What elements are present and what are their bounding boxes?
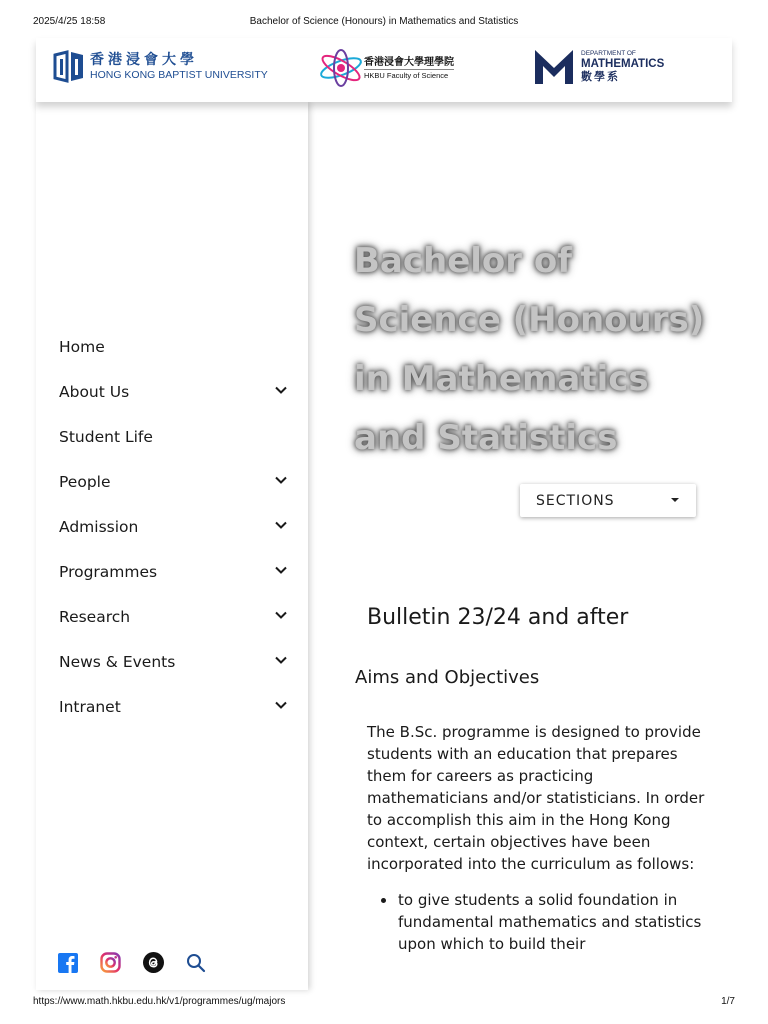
nav-item-about-us[interactable] <box>36 369 308 414</box>
science-chinese-name: 香港浸會大學理學院 <box>364 56 454 68</box>
objectives-list <box>367 889 707 955</box>
instagram-icon <box>100 952 121 973</box>
threads-link[interactable] <box>143 952 164 973</box>
print-header <box>0 16 768 30</box>
science-english-name: HKBU Faculty of Science <box>364 69 454 81</box>
nav-item-label: Home <box>59 337 105 356</box>
math-m-icon <box>533 48 575 86</box>
search-icon <box>186 953 206 973</box>
nav-item-label: Admission <box>59 517 139 536</box>
page-title: Bachelor of Science (Honours) in Mathematics and Statistics <box>354 241 705 458</box>
chevron-down-icon[interactable] <box>274 653 288 667</box>
social-links <box>58 952 228 973</box>
list-item: to give students a solid foundation in fundamental mathematics and statistics upon which to build their <box>367 889 707 955</box>
bulletin-heading: Bulletin 23/24 and after <box>367 605 629 630</box>
hkbu-logo[interactable] <box>52 50 268 84</box>
nav-item-admission[interactable] <box>36 504 308 549</box>
faculty-of-science-logo[interactable] <box>318 48 454 88</box>
main-content <box>308 102 732 990</box>
nav-item-label: Research <box>59 607 131 626</box>
hkbu-crest-icon <box>52 50 86 84</box>
main-nav <box>36 324 308 729</box>
chevron-down-icon[interactable] <box>274 518 288 532</box>
print-page-title: Bachelor of Science (Honours) in Mathematics and Statistics <box>249 16 519 27</box>
nav-item-research[interactable] <box>36 594 308 639</box>
print-datetime: 2025/4/25 18:58 <box>33 16 106 27</box>
nav-item-label: Student Life <box>59 427 153 446</box>
print-url: https://www.math.hkbu.edu.hk/v1/programmes/ug/majors <box>33 996 286 1007</box>
nav-item-people[interactable] <box>36 459 308 504</box>
chevron-down-icon[interactable] <box>274 473 288 487</box>
facebook-link[interactable] <box>58 953 78 973</box>
hkbu-english-name: HONG KONG BAPTIST UNIVERSITY <box>90 69 268 81</box>
nav-item-label: News & Events <box>59 652 176 671</box>
site-header <box>36 38 732 102</box>
math-dept-line1: DEPARTMENT OF <box>581 50 636 57</box>
nav-item-news-events[interactable] <box>36 639 308 684</box>
nav-item-label: About Us <box>59 382 130 401</box>
nav-item-intranet[interactable] <box>36 684 308 729</box>
nav-item-label: Programmes <box>59 562 158 581</box>
print-footer <box>0 996 768 1010</box>
chevron-down-icon[interactable] <box>274 383 288 397</box>
caret-down-icon <box>671 498 679 502</box>
sidebar <box>36 102 308 990</box>
sections-dropdown-label: SECTIONS <box>536 492 615 509</box>
threads-icon <box>143 952 164 973</box>
nav-item-programmes[interactable] <box>36 549 308 594</box>
print-page-number: 1/7 <box>721 996 735 1007</box>
department-of-mathematics-logo[interactable] <box>533 48 664 86</box>
intro-paragraph: The B.Sc. programme is designed to provide students with an education that prepares them for careers as practicing mathematicians and/or statisticians. In order to accomplish this aim in the Hong Kong context, certain objectives have been incorporated into the curriculum as follows: <box>367 723 705 873</box>
chevron-down-icon[interactable] <box>274 563 288 577</box>
instagram-link[interactable] <box>100 952 121 973</box>
facebook-icon <box>58 953 78 973</box>
sections-dropdown[interactable] <box>520 484 696 517</box>
nav-item-label: Intranet <box>59 697 121 716</box>
search-button[interactable] <box>186 953 206 973</box>
chevron-down-icon[interactable] <box>274 608 288 622</box>
aims-heading: Aims and Objectives <box>355 667 540 688</box>
math-dept-line3: 數學系 <box>581 71 620 83</box>
nav-item-home[interactable] <box>36 324 308 369</box>
nav-item-student-life[interactable] <box>36 414 308 459</box>
atom-icon <box>318 48 364 88</box>
nav-item-label: People <box>59 472 111 491</box>
chevron-down-icon[interactable] <box>274 698 288 712</box>
math-dept-line2: MATHEMATICS <box>581 58 665 70</box>
hkbu-chinese-name: 香港浸會大學 <box>90 52 198 68</box>
